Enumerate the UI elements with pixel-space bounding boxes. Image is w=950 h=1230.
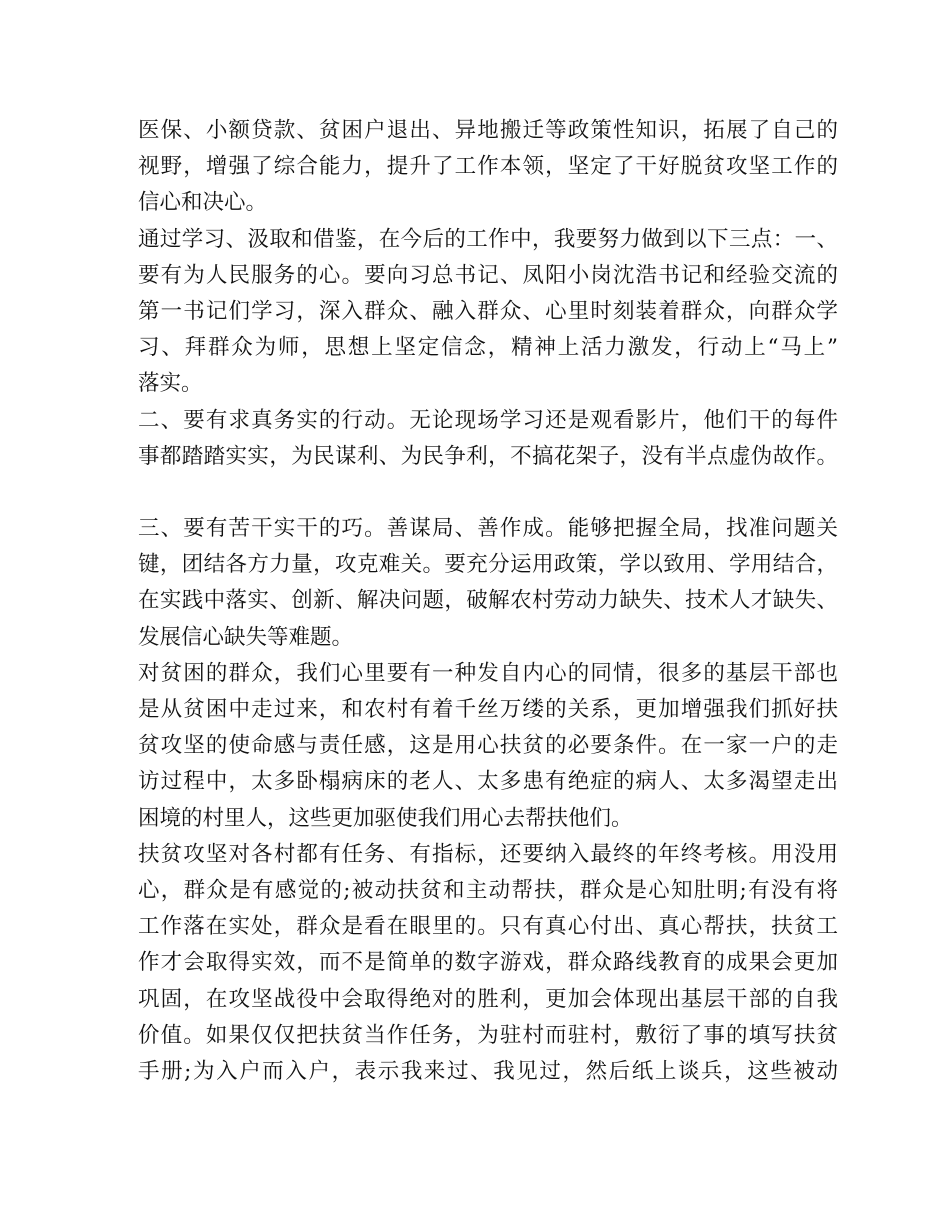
text-line: 落实。 — [138, 371, 203, 397]
text-line: 视野，增强了综合能力，提升了工作本领，坚定了干好脱贫攻坚工作的 — [138, 154, 838, 180]
text-line: 作才会取得实效，而不是简单的数字游戏，群众路线教育的成果会更加 — [138, 950, 838, 976]
text-line: 键，团结各方力量，攻克难关。要充分运用政策，学以致用、学用结合， — [138, 552, 838, 578]
text-line: 扶贫攻坚对各村都有任务、有指标，还要纳入最终的年终考核。用没用 — [138, 841, 838, 867]
text-line: 信心和决心。 — [138, 190, 268, 216]
text-line: 心，群众是有感觉的;被动扶贫和主动帮扶，群众是心知肚明;有没有将 — [138, 877, 838, 903]
text-line: 要有为人民服务的心。要向习总书记、凤阳小岗沈浩书记和经验交流的 — [138, 262, 838, 288]
text-line: 是从贫困中走过来，和农村有着千丝万缕的关系，更加增强我们抓好扶 — [138, 697, 838, 722]
text-line: 手册;为入户而入户，表示我来过、我见过，然后纸上谈兵，这些被动 — [138, 1058, 838, 1084]
text-line: 第一书记们学习，深入群众、融入群众、心里时刻装着群众，向群众学 — [138, 298, 838, 324]
text-line: 发展信心缺失等难题。 — [138, 624, 354, 650]
text-line: 在实践中落实、创新、解决问题，破解农村劳动力缺失、技术人才缺失、 — [138, 588, 838, 614]
text-line: 习、拜群众为师，思想上坚定信念，精神上活力激发，行动上“马上” — [138, 335, 838, 361]
blank-line — [138, 475, 838, 511]
text-line: 访过程中，太多卧榻病床的老人、太多患有绝症的病人、太多渴望走出 — [138, 769, 838, 795]
text-line: 巩固，在攻坚战役中会取得绝对的胜利，更加会体现出基层干部的自我 — [138, 986, 838, 1012]
text-line: 三、要有苦干实干的巧。善谋局、善作成。能够把握全局，找准问题关 — [138, 516, 838, 542]
text-line: 价值。如果仅仅把扶贫当作任务，为驻村而驻村，敷衍了事的填写扶贫 — [138, 1022, 838, 1048]
text-line: 医保、小额贷款、贫困户退出、异地搬迁等政策性知识，拓展了自己的 — [138, 118, 838, 143]
text-line: 工作落在实处，群众是看在眼里的。只有真心付出、真心帮扶，扶贫工 — [138, 914, 838, 940]
text-line: 贫攻坚的使命感与责任感，这是用心扶贫的必要条件。在一家一户的走 — [138, 733, 838, 759]
text-line: 通过学习、汲取和借鉴，在今后的工作中，我要努力做到以下三点：一、 — [138, 226, 838, 252]
text-line: 事都踏踏实实，为民谋利、为民争利，不搞花架子，没有半点虚伪故作。 — [138, 443, 838, 469]
text-line: 对贫困的群众，我们心里要有一种发自内心的同情，很多的基层干部也 — [138, 660, 838, 686]
document-body-text — [138, 113, 838, 1090]
text-line: 二、要有求真务实的行动。无论现场学习还是观看影片，他们干的每件 — [138, 407, 838, 433]
text-line: 困境的村里人，这些更加驱使我们用心去帮扶他们。 — [138, 805, 633, 831]
